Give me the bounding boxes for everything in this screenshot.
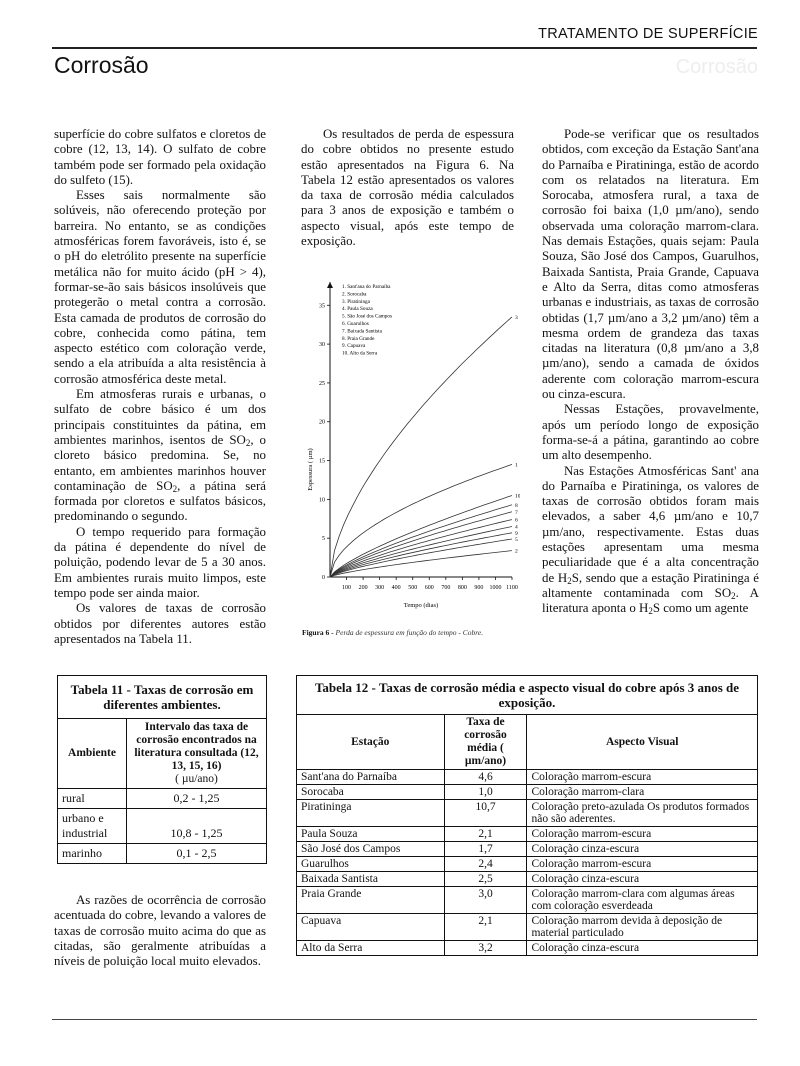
- series-label: 8: [515, 502, 518, 509]
- cell-estacao: Piratininga: [297, 800, 445, 827]
- column-1-continued: [54, 893, 266, 969]
- legend-entry: 3. Piratininga: [342, 298, 370, 305]
- cell-intervalo: 0,2 - 1,25: [127, 789, 267, 809]
- y-tick-label: 0: [322, 575, 325, 581]
- column-1: [54, 127, 266, 647]
- column-3: [542, 127, 759, 617]
- x-tick-label: 700: [441, 585, 451, 591]
- series-label: 9: [515, 530, 518, 537]
- paragraph: Os resultados de perda de espessura do cobre obtidos no presente estudo estão apresentados na Figura 6. Na Tabela 12 estão apresentados os valores da taxa de corrosão média calculados para 3 anos de exposição e também o aspecto visual, após este tempo de exposição.: [301, 127, 514, 249]
- x-tick-label: 500: [408, 585, 418, 591]
- cell-taxa: 10,7: [444, 800, 527, 827]
- legend-entry: 1. Sant'ana do Parnaíba: [342, 284, 391, 290]
- cell-estacao: Sorocaba: [297, 785, 445, 800]
- series-line: [330, 539, 512, 577]
- x-tick-label: 400: [391, 585, 401, 591]
- cell-estacao: Praia Grande: [297, 887, 445, 914]
- y-tick-label: 25: [319, 380, 325, 387]
- page-topic: Corrosão: [54, 52, 149, 78]
- table-row: [297, 887, 758, 914]
- figure-6-chart: [300, 272, 520, 632]
- legend-entry: 10. Alto da Serra: [342, 350, 378, 357]
- x-tick-label: 300: [375, 585, 385, 591]
- x-axis-label: Tempo (dias): [403, 602, 439, 609]
- cell-ambiente: marinho: [58, 844, 127, 864]
- series-label: 6: [515, 517, 518, 524]
- section-title: TRATAMENTO DE SUPERFÍCIE: [538, 26, 758, 42]
- legend-entry: 4. Paula Souza: [342, 306, 373, 313]
- table-row: [297, 800, 758, 827]
- cell-aspecto: Coloração marrom-escura: [527, 827, 758, 842]
- cell-estacao: Baixada Santista: [297, 872, 445, 887]
- table-title: Tabela 12 - Taxas de corrosão média e aspecto visual do cobre após 3 anos de exposição.: [297, 676, 758, 715]
- cell-aspecto: Coloração marrom devida à deposição de material particulado: [527, 914, 758, 941]
- column-header: Aspecto Visual: [527, 715, 758, 770]
- x-tick-label: 200: [358, 585, 368, 591]
- cell-estacao: Sant'ana do Parnaíba: [297, 770, 445, 785]
- cell-ambiente: rural: [58, 789, 127, 809]
- chart-svg: [300, 272, 520, 622]
- cell-taxa: 3,2: [444, 941, 527, 956]
- series-label: 10: [515, 493, 520, 500]
- cell-intervalo: 10,8 - 1,25: [127, 809, 267, 844]
- paragraph: superfície do cobre sulfatos e cloretos de cobre (12, 13, 14). O sulfato de cobre também pode ser formado pela oxidação do sulfeto (15).: [54, 127, 266, 187]
- cell-estacao: Alto da Serra: [297, 941, 445, 956]
- cell-aspecto: Coloração cinza-escura: [527, 842, 758, 857]
- y-tick-label: 20: [319, 419, 325, 426]
- cell-aspecto: Coloração cinza-escura: [527, 872, 758, 887]
- y-tick-label: 35: [319, 303, 325, 310]
- column-header: Intervalo das taxa de corrosão encontrados na literatura consultada (12, 13, 15, 16) ( µu/ano): [127, 719, 267, 789]
- cell-aspecto: Coloração marrom-escura: [527, 770, 758, 785]
- column-header: Estação: [297, 715, 445, 770]
- cell-ambiente: urbano e industrial: [58, 809, 127, 844]
- table-title: Tabela 11 - Taxas de corrosão em diferentes ambientes.: [58, 676, 267, 719]
- cell-taxa: 1,7: [444, 842, 527, 857]
- table-row: [58, 844, 267, 864]
- table-row: [58, 789, 267, 809]
- table-row: [297, 770, 758, 785]
- cell-taxa: 1,0: [444, 785, 527, 800]
- table-12: [296, 675, 758, 956]
- y-tick-label: 30: [319, 342, 325, 349]
- series-label: 7: [515, 509, 518, 516]
- cell-taxa: 2,4: [444, 857, 527, 872]
- cell-estacao: Capuava: [297, 914, 445, 941]
- paragraph: O tempo requerido para formação da pátina é dependente do nível de poluição, podendo levar de 5 a 30 anos. Em ambientes rurais muito limpos, este tempo pode ser ainda maior.: [54, 524, 266, 600]
- cell-aspecto: Coloração marrom-escura: [527, 857, 758, 872]
- cell-aspecto: Coloração marrom-clara com algumas áreas com coloração esverdeada: [527, 887, 758, 914]
- legend-entry: 7. Baixada Santista: [342, 328, 382, 335]
- footer-rule: [52, 1019, 757, 1020]
- legend-entry: 6. Guarulhos: [342, 321, 369, 327]
- legend-entry: 5. São José dos Campos: [342, 313, 393, 320]
- series-label: 3: [515, 314, 518, 321]
- legend-entry: 9. Capuava: [342, 343, 366, 350]
- series-label: 4: [515, 524, 518, 531]
- table-row: [297, 785, 758, 800]
- table-row: [297, 914, 758, 941]
- paragraph: Pode-se verificar que os resultados obtidos, com exceção da Estação Sant'ana do Parnaíba e Piratininga, estão de acordo com os relatados na literatura. Em Sorocaba, atmosfera rural, a taxa de corrosão foi baixa (1,0 µm/ano), sendo observada uma coloração marrom-clara. Nas demais Estações, quais sejam: Paula Souza, São José dos Campos, Guarulhos, Baixada Santista, Praia Grande, Capuava e Alto da Serra, ditas como atmosferas urbanas e industriais, as taxas de corrosão obtidas (1,7 µm/ano a 3,2 µm/ano) têm a mesma ordem de grandeza das taxas citadas na literatura (0,8 µm/ano a 3,8 µm/ano), sendo a camada de óxidos aderente com coloração marrom-escura ou cinza-escura.: [542, 127, 759, 402]
- cell-estacao: Paula Souza: [297, 827, 445, 842]
- y-tick-label: 5: [322, 536, 325, 543]
- paragraph: Os valores de taxas de corrosão obtidos por diferentes autores estão apresentados na Tabela 11.: [54, 601, 266, 646]
- paragraph: Esses sais normalmente são solúveis, não oferecendo proteção por barreira. No entanto, se as condições atmosféricas forem favoráveis, isto é, se o pH do eletrólito presente na superfície metálica não for muito ácido (pH > 4), formar-se-ão sais básicos insolúveis que protegerão o metal contra a corrosão. Esta camada de produtos de corrosão do cobre, conhecida como pátina, tem aspecto estético com coloração verde, sendo a ela atribuída a alta resistência à corrosão atmosférica deste metal.: [54, 188, 266, 386]
- y-tick-label: 15: [319, 458, 325, 465]
- paragraph: As razões de ocorrência de corrosão acentuada do cobre, levando a valores de taxas de corrosão muito acima do que as citadas, são geralmente atribuídas a níveis de poluição local muito elevados.: [54, 893, 266, 969]
- y-tick-label: 10: [319, 497, 325, 504]
- column-header: Taxa de corrosão média ( µm/ano): [444, 715, 527, 770]
- cell-estacao: Guarulhos: [297, 857, 445, 872]
- x-tick-label: 1000: [489, 585, 502, 591]
- paragraph: Em atmosferas rurais e urbanas, o sulfato de cobre básico é um dos principais constituintes da pátina, em ambientes marinhos, isentos de $SO_2$, o cloreto básico predomina. Se, no entanto, em ambientes marinhos houver contaminação de $SO_2$, a pátina será formada por cloretos e sulfatos básicos, predominando o segundo.: [54, 387, 266, 524]
- table-row: [58, 809, 267, 844]
- table-row: [297, 872, 758, 887]
- cell-taxa: 2,1: [444, 827, 527, 842]
- x-tick-label: 100: [342, 585, 352, 591]
- x-tick-label: 800: [457, 585, 467, 591]
- paragraph: Nas Estações Atmosféricas Sant' ana do Parnaíba e Piratininga, os valores de taxas de corrosão obtidos foram mais elevados, a saber 4,6 µm/ano e 10,7 µm/ano, respectivamente. Estas duas estações apresentam uma mesma peculiaridade que é a alta concentração de $H_2S$, sendo que a estação Piratininga é altamente contaminada com $SO_2$. A literatura aponta o $H_2S$ como um agente: [542, 463, 760, 617]
- ghost-topic: Corrosão: [675, 56, 758, 78]
- legend-entry: 2. Sorocaba: [342, 291, 367, 298]
- series-label: 1: [515, 462, 518, 469]
- column-2: [301, 127, 514, 249]
- legend-entry: 8. Praia Grande: [342, 335, 375, 342]
- cell-estacao: São José dos Campos: [297, 842, 445, 857]
- figure-caption: Figura 6 - Perda de espessura em função do tempo - Cobre.: [302, 628, 484, 637]
- paragraph: Nessas Estações, provavelmente, após um período longo de exposição forma-se-á a pátina, garantindo ao cobre um alto desempenho.: [542, 402, 759, 463]
- x-tick-label: 900: [474, 585, 484, 591]
- table-row: [297, 827, 758, 842]
- table-11: [57, 675, 267, 864]
- cell-taxa: 3,0: [444, 887, 527, 914]
- table-row: [297, 941, 758, 956]
- cell-intervalo: 0,1 - 2,5: [127, 844, 267, 864]
- series-label: 5: [515, 536, 518, 543]
- column-header: Ambiente: [58, 719, 127, 789]
- series-line: [330, 464, 512, 577]
- x-tick-label: 600: [424, 585, 434, 591]
- cell-taxa: 2,1: [444, 914, 527, 941]
- cell-aspecto: Coloração preto-azulada Os produtos formados não são aderentes.: [527, 800, 758, 827]
- cell-aspecto: Coloração marrom-clara: [527, 785, 758, 800]
- x-tick-label: 1100: [506, 585, 518, 591]
- cell-aspecto: Coloração cinza-escura: [527, 941, 758, 956]
- table-row: [297, 842, 758, 857]
- series-label: 2: [515, 548, 518, 555]
- cell-taxa: 4,6: [444, 770, 527, 785]
- cell-taxa: 2,5: [444, 872, 527, 887]
- series-line: [330, 512, 512, 577]
- header-rule: [52, 47, 757, 49]
- y-axis-arrow: [327, 282, 333, 288]
- table-row: [297, 857, 758, 872]
- y-axis-label: Espessura ( µm): [307, 448, 314, 491]
